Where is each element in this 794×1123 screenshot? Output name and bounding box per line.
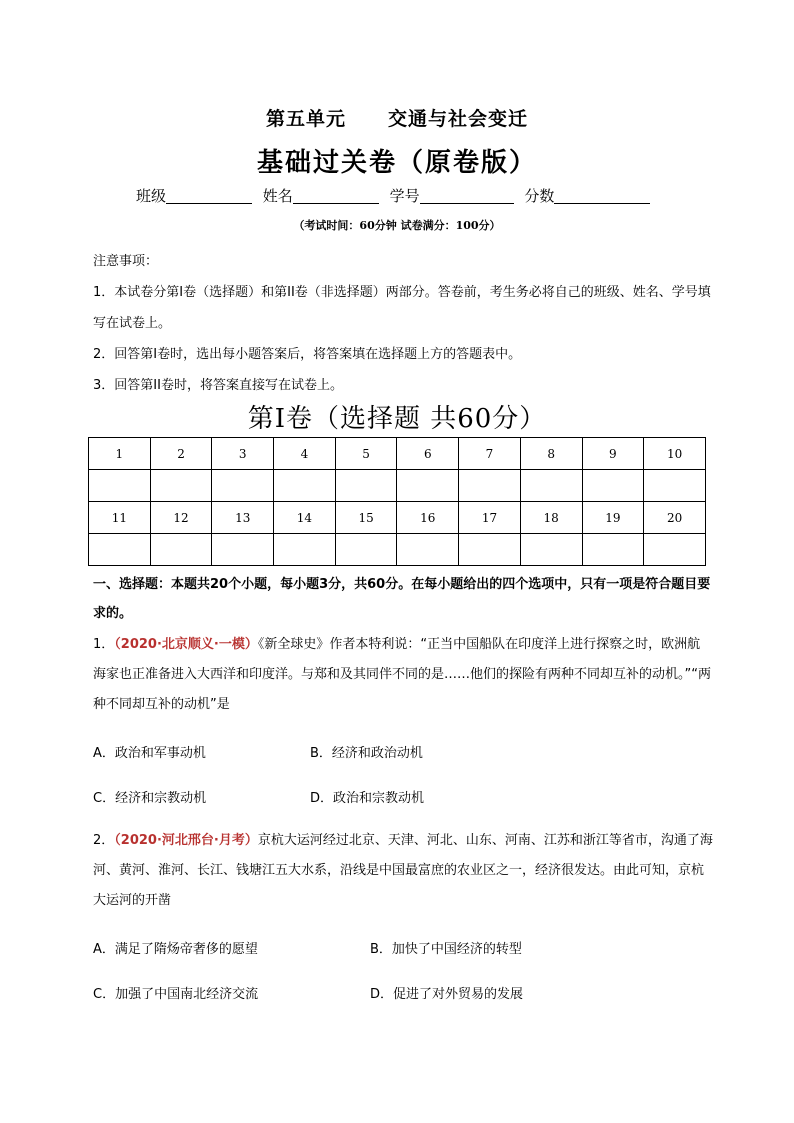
answer-number: 20 <box>644 502 706 534</box>
question-text: 京杭大运河经过北京、天津、河北、山东、河南、江苏和浙江等省市，沟通了海河、黄河、淮河、长江、钱塘江五大水系，沿线是中国最富庶的农业区之一，经济很发达。由此可知，京杭大运河的开凿 <box>93 833 713 908</box>
exam-meta: （考试时间：60分钟 试卷满分：100分） <box>293 219 501 232</box>
instruction-text: 一、选择题：本题共20个小题，每小题3分，共60分。在每小题给出的四个选项中，只有一项是符合题目要求的。 <box>93 577 711 621</box>
answer-number: 16 <box>397 502 459 534</box>
section-title: 第I卷（选择题 共60分） <box>247 404 547 434</box>
answer-number: 1 <box>89 438 151 470</box>
unit-label: 第五单元 <box>265 108 346 130</box>
answer-number: 18 <box>520 502 582 534</box>
unit-topic: 交通与社会变迁 <box>388 108 529 130</box>
question-number: 2． <box>93 833 115 848</box>
option-d[interactable]: D．政治和宗教动机 <box>310 791 425 806</box>
question-source: （2020·河北邢台·月考） <box>114 833 258 848</box>
paper-title: 基础过关卷（原卷版） <box>256 148 537 178</box>
name-blank[interactable] <box>293 187 379 204</box>
option-d[interactable]: D．促进了对外贸易的发展 <box>370 987 524 1002</box>
answer-number-row <box>89 438 706 470</box>
answer-number: 13 <box>212 502 274 534</box>
notes-block <box>93 246 713 401</box>
unit-title <box>0 104 794 131</box>
answer-cell[interactable] <box>459 470 521 502</box>
answer-number-row <box>89 502 706 534</box>
student-info-line <box>136 185 676 206</box>
answer-fill-row <box>89 470 706 502</box>
question-source: （2020·北京顺义·一模） <box>114 637 258 652</box>
answer-cell[interactable] <box>274 470 336 502</box>
question-2 <box>93 826 713 916</box>
answer-cell[interactable] <box>89 534 151 566</box>
answer-number: 15 <box>335 502 397 534</box>
answer-cell[interactable] <box>582 470 644 502</box>
answer-cell[interactable] <box>644 534 706 566</box>
option-c[interactable]: C．经济和宗教动机 <box>93 791 207 806</box>
answer-cell[interactable] <box>150 470 212 502</box>
answer-number: 2 <box>150 438 212 470</box>
answer-cell[interactable] <box>397 470 459 502</box>
class-label: 班级 <box>136 187 167 205</box>
answer-number: 17 <box>459 502 521 534</box>
question-stem <box>93 630 713 720</box>
answer-number: 8 <box>520 438 582 470</box>
answer-table <box>88 437 706 566</box>
score-label: 分数 <box>524 187 555 205</box>
answer-number: 4 <box>274 438 336 470</box>
answer-cell[interactable] <box>274 534 336 566</box>
answer-number: 5 <box>335 438 397 470</box>
answer-cell[interactable] <box>520 534 582 566</box>
answer-cell[interactable] <box>582 534 644 566</box>
question-text: 《新全球史》作者本特利说：“正当中国船队在印度洋上进行探察之时，欧洲航海家也正准备进入大西洋和印度洋。与郑和及其同伴不同的是……他们的探险有两种不同却互补的动机。”“两种不同却互补的动机”是 <box>93 637 711 712</box>
answer-cell[interactable] <box>459 534 521 566</box>
answer-number: 19 <box>582 502 644 534</box>
answer-cell[interactable] <box>212 534 274 566</box>
notes-heading: 注意事项： <box>93 254 159 269</box>
answer-number: 12 <box>150 502 212 534</box>
answer-number: 11 <box>89 502 151 534</box>
answer-number: 10 <box>644 438 706 470</box>
note-item: 2．回答第I卷时，选出每小题答案后，将答案填在选择题上方的答题表中。 <box>93 347 522 362</box>
option-a[interactable]: A．满足了隋炀帝奢侈的愿望 <box>93 942 258 957</box>
answer-number: 7 <box>459 438 521 470</box>
question-number: 1． <box>93 637 115 652</box>
option-b[interactable]: B．经济和政治动机 <box>310 746 423 761</box>
answer-fill-row <box>89 534 706 566</box>
option-c[interactable]: C．加强了中国南北经济交流 <box>93 987 259 1002</box>
section-instruction <box>93 570 713 628</box>
answer-cell[interactable] <box>212 470 274 502</box>
question-stem <box>93 826 713 916</box>
class-blank[interactable] <box>166 187 252 204</box>
option-b[interactable]: B．加快了中国经济的转型 <box>370 942 522 957</box>
answer-number: 9 <box>582 438 644 470</box>
name-label: 姓名 <box>262 187 293 205</box>
question-1 <box>93 630 713 720</box>
answer-cell[interactable] <box>89 470 151 502</box>
student-id-label: 学号 <box>389 187 420 205</box>
option-a[interactable]: A．政治和军事动机 <box>93 746 206 761</box>
answer-cell[interactable] <box>520 470 582 502</box>
answer-number: 3 <box>212 438 274 470</box>
score-blank[interactable] <box>554 187 650 204</box>
answer-cell[interactable] <box>335 534 397 566</box>
answer-cell[interactable] <box>335 470 397 502</box>
note-item: 3．回答第II卷时，将答案直接写在试卷上。 <box>93 378 343 393</box>
answer-cell[interactable] <box>150 534 212 566</box>
student-id-blank[interactable] <box>420 187 514 204</box>
answer-cell[interactable] <box>397 534 459 566</box>
answer-number: 14 <box>274 502 336 534</box>
answer-cell[interactable] <box>644 470 706 502</box>
note-item: 1．本试卷分第I卷（选择题）和第II卷（非选择题）两部分。答卷前，考生务必将自己的班级、姓名、学号填写在试卷上。 <box>93 285 711 331</box>
answer-number: 6 <box>397 438 459 470</box>
